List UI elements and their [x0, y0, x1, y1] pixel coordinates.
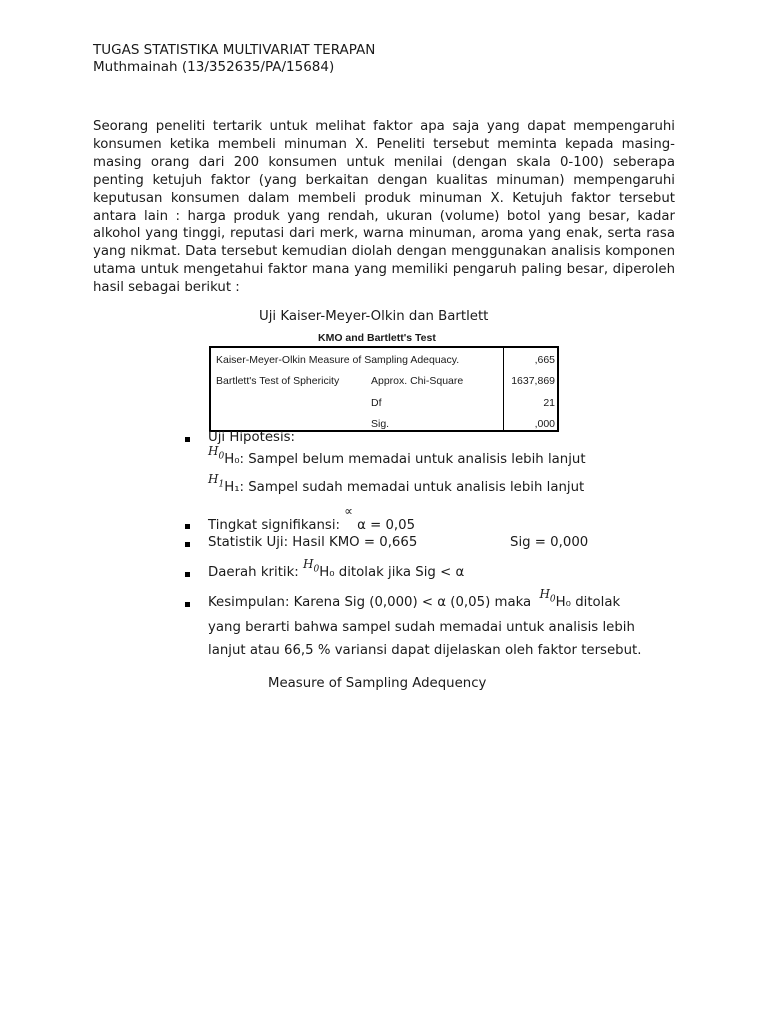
table-divider	[503, 348, 504, 430]
bullet-icon	[185, 437, 190, 442]
document-header	[93, 42, 375, 76]
significance-value: α = 0,05	[357, 518, 416, 533]
course-title: TUGAS STATISTIKA MULTIVARIAT TERAPAN	[93, 42, 376, 58]
test-stat-sig: Sig = 0,000	[510, 535, 589, 550]
critical-line	[208, 557, 465, 582]
hypothesis-label: Uji Hipotesis:	[208, 430, 296, 445]
chi-square-value: 1637,869	[511, 375, 555, 387]
conclusion-line-3: lanjut atau 66,5 % variansi dapat dijelaskan oleh faktor tersebut.	[208, 643, 642, 658]
conclusion-part2: H₀ ditolak	[555, 595, 621, 610]
bullet-icon	[185, 602, 190, 607]
kmo-value: ,665	[534, 354, 555, 366]
alpha-symbol: ∝	[344, 504, 353, 518]
h1-line	[208, 472, 585, 497]
test-stat-text: Statistik Uji: Hasil KMO = 0,665	[208, 535, 418, 550]
bartlett-label: Bartlett's Test of Sphericity	[216, 375, 340, 387]
bullet-icon	[185, 542, 190, 547]
kmo-label: Kaiser-Meyer-Olkin Measure of Sampling Adequacy.	[216, 354, 460, 366]
kmo-table-title: KMO and Bartlett's Test	[318, 332, 436, 344]
intro-paragraph: Seorang peneliti tertarik untuk melihat faktor apa saja yang dapat mempengaruhi konsumen ketika membeli minuman X. Peneliti tersebut meminta kepada masing-masing orang dari 200 konsumen untuk menilai (dengan skala 0-100) seberapa penting ketujuh faktor (yang berkaitan dengan kualitas minuman) mempengaruhi keputusan konsumen dalam membeli produk minuman X. Ketujuh faktor tersebut antara lain : harga produk yang rendah, ukuran (volume) botol yang besar, kadar alkohol yang tinggi, reputasi dari merk, warna minuman, aroma yang enak, serta rasa yang nikmat. Data tersebut kemudian diolah dengan menggunakan analisis komponen utama untuk mengetahui faktor mana yang memiliki pengaruh paling besar, diperoleh hasil sebagai berikut :	[93, 119, 675, 296]
significance-line	[208, 504, 416, 533]
h0-text: H₀: Sampel belum memadai untuk analisis lebih lanjut	[224, 452, 586, 467]
conclusion-line-1	[208, 587, 621, 612]
chi-square-label: Approx. Chi-Square	[371, 375, 464, 387]
section-title: Uji Kaiser-Meyer-Olkin dan Bartlett	[259, 309, 489, 324]
sig-value: ,000	[534, 418, 555, 430]
critical-h0-symbol: $H_0$	[303, 557, 320, 575]
conclusion-line-2: yang berarti bahwa sampel sudah memadai untuk analisis lebih	[208, 620, 635, 635]
h1-text: H₁: Sampel sudah memadai untuk analisis lebih lanjut	[224, 480, 585, 495]
conclusion-part1: Kesimpulan: Karena Sig (0,000) < α (0,05) maka	[208, 595, 532, 610]
df-label: Df	[371, 397, 382, 409]
critical-label: Daerah kritik:	[208, 565, 299, 580]
bullet-icon	[185, 524, 190, 529]
h1-symbol: $H_1$	[208, 472, 225, 490]
critical-text: H₀ ditolak jika Sig < α	[319, 565, 465, 580]
h0-line	[208, 444, 586, 469]
kmo-table	[209, 346, 559, 432]
df-value: 21	[543, 397, 555, 409]
h0-symbol: $H_0$	[208, 444, 225, 462]
sig-label: Sig.	[371, 418, 390, 430]
footer-title: Measure of Sampling Adequency	[268, 676, 487, 691]
significance-label: Tingkat signifikansi:	[208, 518, 341, 533]
bullet-icon	[185, 572, 190, 577]
conclusion-h0-symbol: $H_0$	[539, 587, 556, 605]
student-info: Muthmainah (13/352635/PA/15684)	[93, 59, 335, 75]
